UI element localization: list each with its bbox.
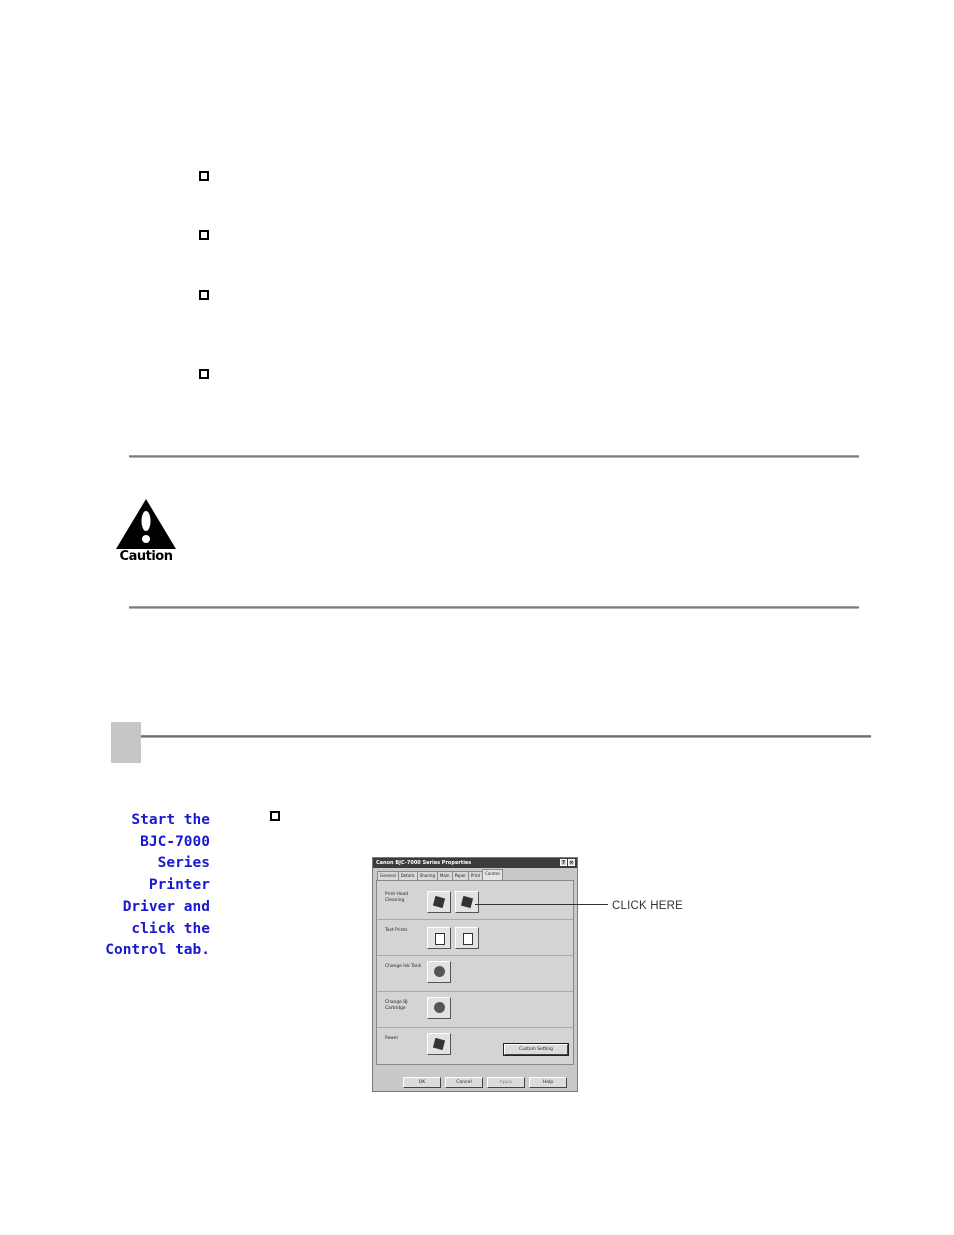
- side-note-line: Control tab.: [105, 942, 210, 959]
- side-note-line: Printer: [148, 877, 210, 894]
- dialog-buttons: [403, 1077, 567, 1088]
- tab-paper[interactable]: Paper: [452, 871, 469, 880]
- caution-top-rule: [129, 455, 859, 458]
- side-note-line: Start the: [131, 812, 210, 828]
- ok-button[interactable]: OK: [403, 1077, 441, 1088]
- section-rule: [141, 735, 871, 738]
- callout-text: CLICK HERE: [612, 900, 684, 912]
- warning-triangle-icon: [112, 497, 180, 551]
- control-panel: [376, 880, 574, 1065]
- tab-print[interactable]: Print: [468, 871, 483, 880]
- head-cleaning-icon[interactable]: [427, 891, 451, 913]
- step-checkbox: [270, 811, 280, 821]
- cancel-button[interactable]: Cancel: [445, 1077, 483, 1088]
- caution-bottom-rule: [129, 606, 859, 609]
- deep-cleaning-icon[interactable]: [455, 891, 479, 913]
- side-note-line: Series: [157, 855, 210, 872]
- row-change-bj-cartridge: [377, 991, 573, 1028]
- side-note-line: BJC-7000: [140, 833, 210, 850]
- power-icon[interactable]: [427, 1033, 451, 1055]
- row-power: [377, 1027, 573, 1063]
- checklist-box-3: [199, 290, 209, 300]
- row-label: Change BJ Cartridge: [385, 1000, 408, 1011]
- dialog-title: Canon BJC-7000 Series Properties: [376, 860, 472, 866]
- checklist-box-4: [199, 369, 209, 379]
- caution-icon: [112, 497, 180, 567]
- row-change-ink-tank: [377, 955, 573, 992]
- help-button[interactable]: ?: [560, 859, 567, 866]
- row-print-head-cleaning: [377, 883, 573, 920]
- caution-label: Caution: [119, 549, 173, 564]
- side-note-line: click the: [131, 920, 210, 937]
- row-label: Test Prints: [385, 928, 408, 933]
- dialog-title-bar: [373, 858, 577, 868]
- dialog-tabs: [377, 871, 502, 880]
- printer-properties-dialog: [372, 857, 578, 1092]
- section-marker: [111, 722, 141, 763]
- side-note-line: Driver and: [122, 898, 210, 915]
- callout-line: [475, 904, 608, 905]
- tab-details[interactable]: Details: [398, 871, 418, 880]
- checklist-box-1: [199, 171, 209, 181]
- print-head-alignment-icon[interactable]: [455, 927, 479, 949]
- close-button[interactable]: ×: [569, 860, 574, 866]
- custom-setting-button[interactable]: Custom Setting: [504, 1044, 568, 1055]
- row-label: Print Head Cleaning: [385, 892, 408, 903]
- apply-button[interactable]: Apply: [487, 1077, 525, 1088]
- row-label: Power: [385, 1036, 399, 1041]
- tab-control[interactable]: Control: [482, 869, 502, 880]
- tab-main[interactable]: Main: [437, 871, 453, 880]
- nozzle-check-icon[interactable]: [427, 927, 451, 949]
- ink-tank-icon[interactable]: [427, 961, 451, 983]
- tab-sharing[interactable]: Sharing: [417, 871, 438, 880]
- tab-general[interactable]: General: [377, 871, 399, 880]
- side-note: [90, 810, 210, 962]
- bj-cartridge-icon[interactable]: [427, 997, 451, 1019]
- help-button-bottom[interactable]: Help: [529, 1077, 567, 1088]
- row-test-prints: [377, 919, 573, 956]
- checklist-box-2: [199, 230, 209, 240]
- row-label: Change Ink Tank: [385, 964, 422, 969]
